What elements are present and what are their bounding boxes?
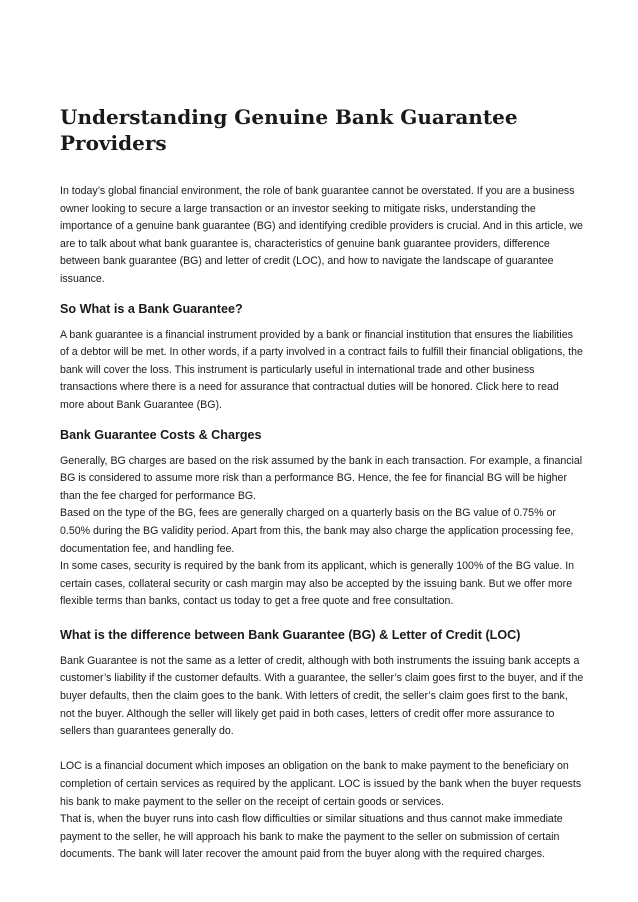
paragraph-costs-2: Based on the type of the BG, fees are generally charged on a quarterly basis on the BG value of 0.75% or 0.50% during the BG validity period. Apart from this, the bank may also charge the application processing fee, documentation fee, and handling fee. xyxy=(60,507,574,555)
paragraph-bg-vs-loc-2: LOC is a financial document which imposes an obligation on the bank to make payment to the beneficiary on completion of certain services as required by the applicant. LOC is issued by the bank when the buyer requests his bank to make payment to the seller on the receipt of certain goods or services. xyxy=(60,760,582,808)
paragraph-bg-vs-loc-1: Bank Guarantee is not the same as a letter of credit, although with both instruments the issuing bank accepts a customer’s liability if the customer defaults. With a guarantee, the seller’s claim goes first to the buyer, and if the buyer defaults, then the claim goes to the bank. With letters of credit, the seller’s claim goes first to the bank, not the buyer. Although the seller will likely get paid in both cases, letters of credit offer more assurance to sellers than guarantees generally do. xyxy=(60,654,584,738)
section-heading-bg-vs-loc: What is the difference between Bank Guarantee (BG) & Letter of Credit (LOC) xyxy=(60,627,521,642)
paragraph-bg-vs-loc-3: That is, when the buyer runs into cash flow difficulties or similar situations and thus cannot make immediate payment to the seller, he will approach his bank to make the payment to the seller on submission of certain documents. The bank will later recover the amount paid from the buyer along with the required charges. xyxy=(60,813,563,861)
document-page xyxy=(60,104,584,864)
paragraph-costs-3: In some cases, security is required by the bank from its applicant, which is generally 100% of the BG value. In certain cases, collateral security or cash margin may also be accepted by the issuing bank. But we offer more flexible terms than banks, contact us today to get a free quote and free consultation. xyxy=(60,560,575,608)
paragraph-what-is-bg: A bank guarantee is a financial instrument provided by a bank or financial institution that ensures the liabilities of a debtor will be met. In other words, if a party involved in a contract fails to fulfill their financial obligations, the bank will cover the loss. This instrument is particularly useful in international trade and other business transactions where there is a need for assurance that contractual duties will be honored. Click here to read more about Bank Guarantee (BG). xyxy=(60,328,583,411)
paragraph-costs-1: Generally, BG charges are based on the risk assumed by the bank in each transaction. For example, a financial BG is considered to assume more risk than a performance BG. Hence, the fee for financial BG will be higher than the fee charged for performance BG. xyxy=(60,454,583,502)
section-heading-what-is-bg: So What is a Bank Guarantee? xyxy=(60,301,243,316)
document-title: Understanding Genuine Bank Guarantee Providers xyxy=(60,105,518,155)
intro-paragraph: In today’s global financial environment, the role of bank guarantee cannot be overstated. If you are a business owner looking to secure a large transaction or an investor seeking to mitigate risks, understanding the importance of a genuine bank guarantee (BG) and identifying credible providers is crucial. And in this article, we are to talk about what bank guarantee is, characteristics of genuine bank guarantee providers, difference between bank guarantee (BG) and letter of credit (LOC), and how to navigate the landscape of guarantee issuance. xyxy=(60,185,583,285)
section-heading-costs-charges: Bank Guarantee Costs & Charges xyxy=(60,427,262,442)
